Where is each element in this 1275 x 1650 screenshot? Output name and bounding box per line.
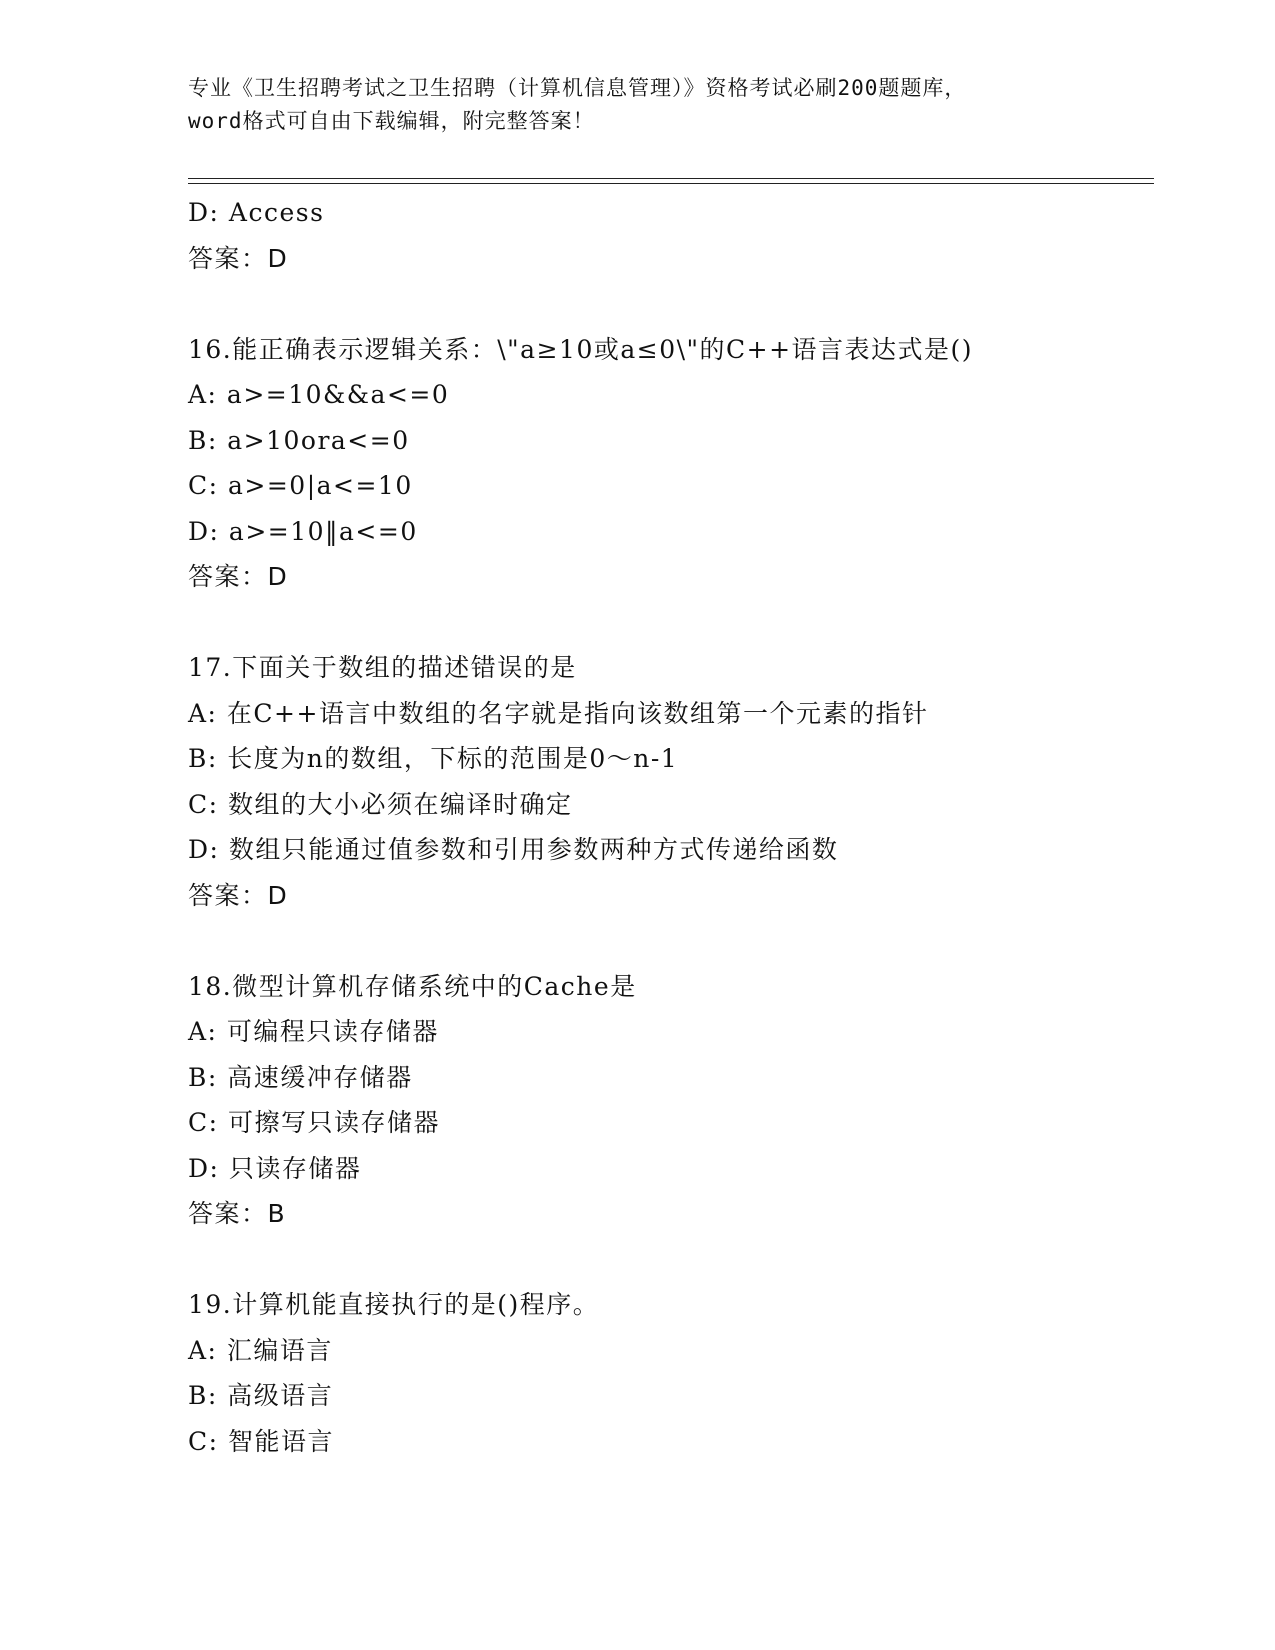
option-c: C: 可擦写只读存储器 xyxy=(188,1108,440,1137)
option-b: B: a>10ora<=0 xyxy=(188,425,410,455)
question-block-19 xyxy=(188,1282,1168,1464)
option-d: D: 只读存储器 xyxy=(188,1153,362,1183)
option-b: B: 高级语言 xyxy=(188,1381,334,1410)
spacer xyxy=(188,1237,1168,1283)
spacer xyxy=(188,918,1168,964)
question-block-15 xyxy=(188,190,1168,281)
header-line-2: word格式可自由下载编辑，附完整答案！ xyxy=(188,109,595,133)
question-block-18 xyxy=(188,964,1168,1237)
option-d: D: Access xyxy=(188,198,325,227)
option-a: A: a>=10&&a<=0 xyxy=(188,380,450,409)
spacer xyxy=(188,281,1168,327)
option-a: A: 汇编语言 xyxy=(188,1335,333,1365)
document-header xyxy=(188,72,1088,138)
option-b: B: 长度为n的数组，下标的范围是0～n-1 xyxy=(188,744,679,773)
option-a: A: 在C++语言中数组的名字就是指向该数组第一个元素的指针 xyxy=(188,698,929,728)
answer: 答案：B xyxy=(188,1199,287,1228)
header-line-1: 专业《卫生招聘考试之卫生招聘（计算机信息管理）》资格考试必刷200题题库， xyxy=(188,76,967,100)
question-text: 19.计算机能直接执行的是()程序。 xyxy=(188,1290,600,1319)
option-d: D: 数组只能通过值参数和引用参数两种方式传递给函数 xyxy=(188,835,839,864)
option-c: C: 智能语言 xyxy=(188,1426,334,1456)
header-divider-top xyxy=(188,178,1154,179)
question-block-16 xyxy=(188,327,1168,600)
answer: 答案：D xyxy=(188,880,289,910)
question-text: 16.能正确表示逻辑关系：\"a≥10或a≤0\"的C++语言表达式是() xyxy=(188,334,974,364)
header-divider-bottom xyxy=(188,183,1154,184)
question-block-17 xyxy=(188,645,1168,918)
answer: 答案：D xyxy=(188,562,289,591)
question-text: 18.微型计算机存储系统中的Cache是 xyxy=(188,971,637,1001)
question-list xyxy=(188,190,1168,1464)
option-b: B: 高速缓冲存储器 xyxy=(188,1062,413,1092)
option-a: A: 可编程只读存储器 xyxy=(188,1017,439,1046)
answer: 答案：D xyxy=(188,243,289,273)
option-d: D: a>=10‖a<=0 xyxy=(188,516,418,546)
option-c: C: a>=0|a<=10 xyxy=(188,471,413,500)
option-c: C: 数组的大小必须在编译时确定 xyxy=(188,789,573,819)
spacer xyxy=(188,600,1168,646)
question-text: 17.下面关于数组的描述错误的是 xyxy=(188,653,577,682)
